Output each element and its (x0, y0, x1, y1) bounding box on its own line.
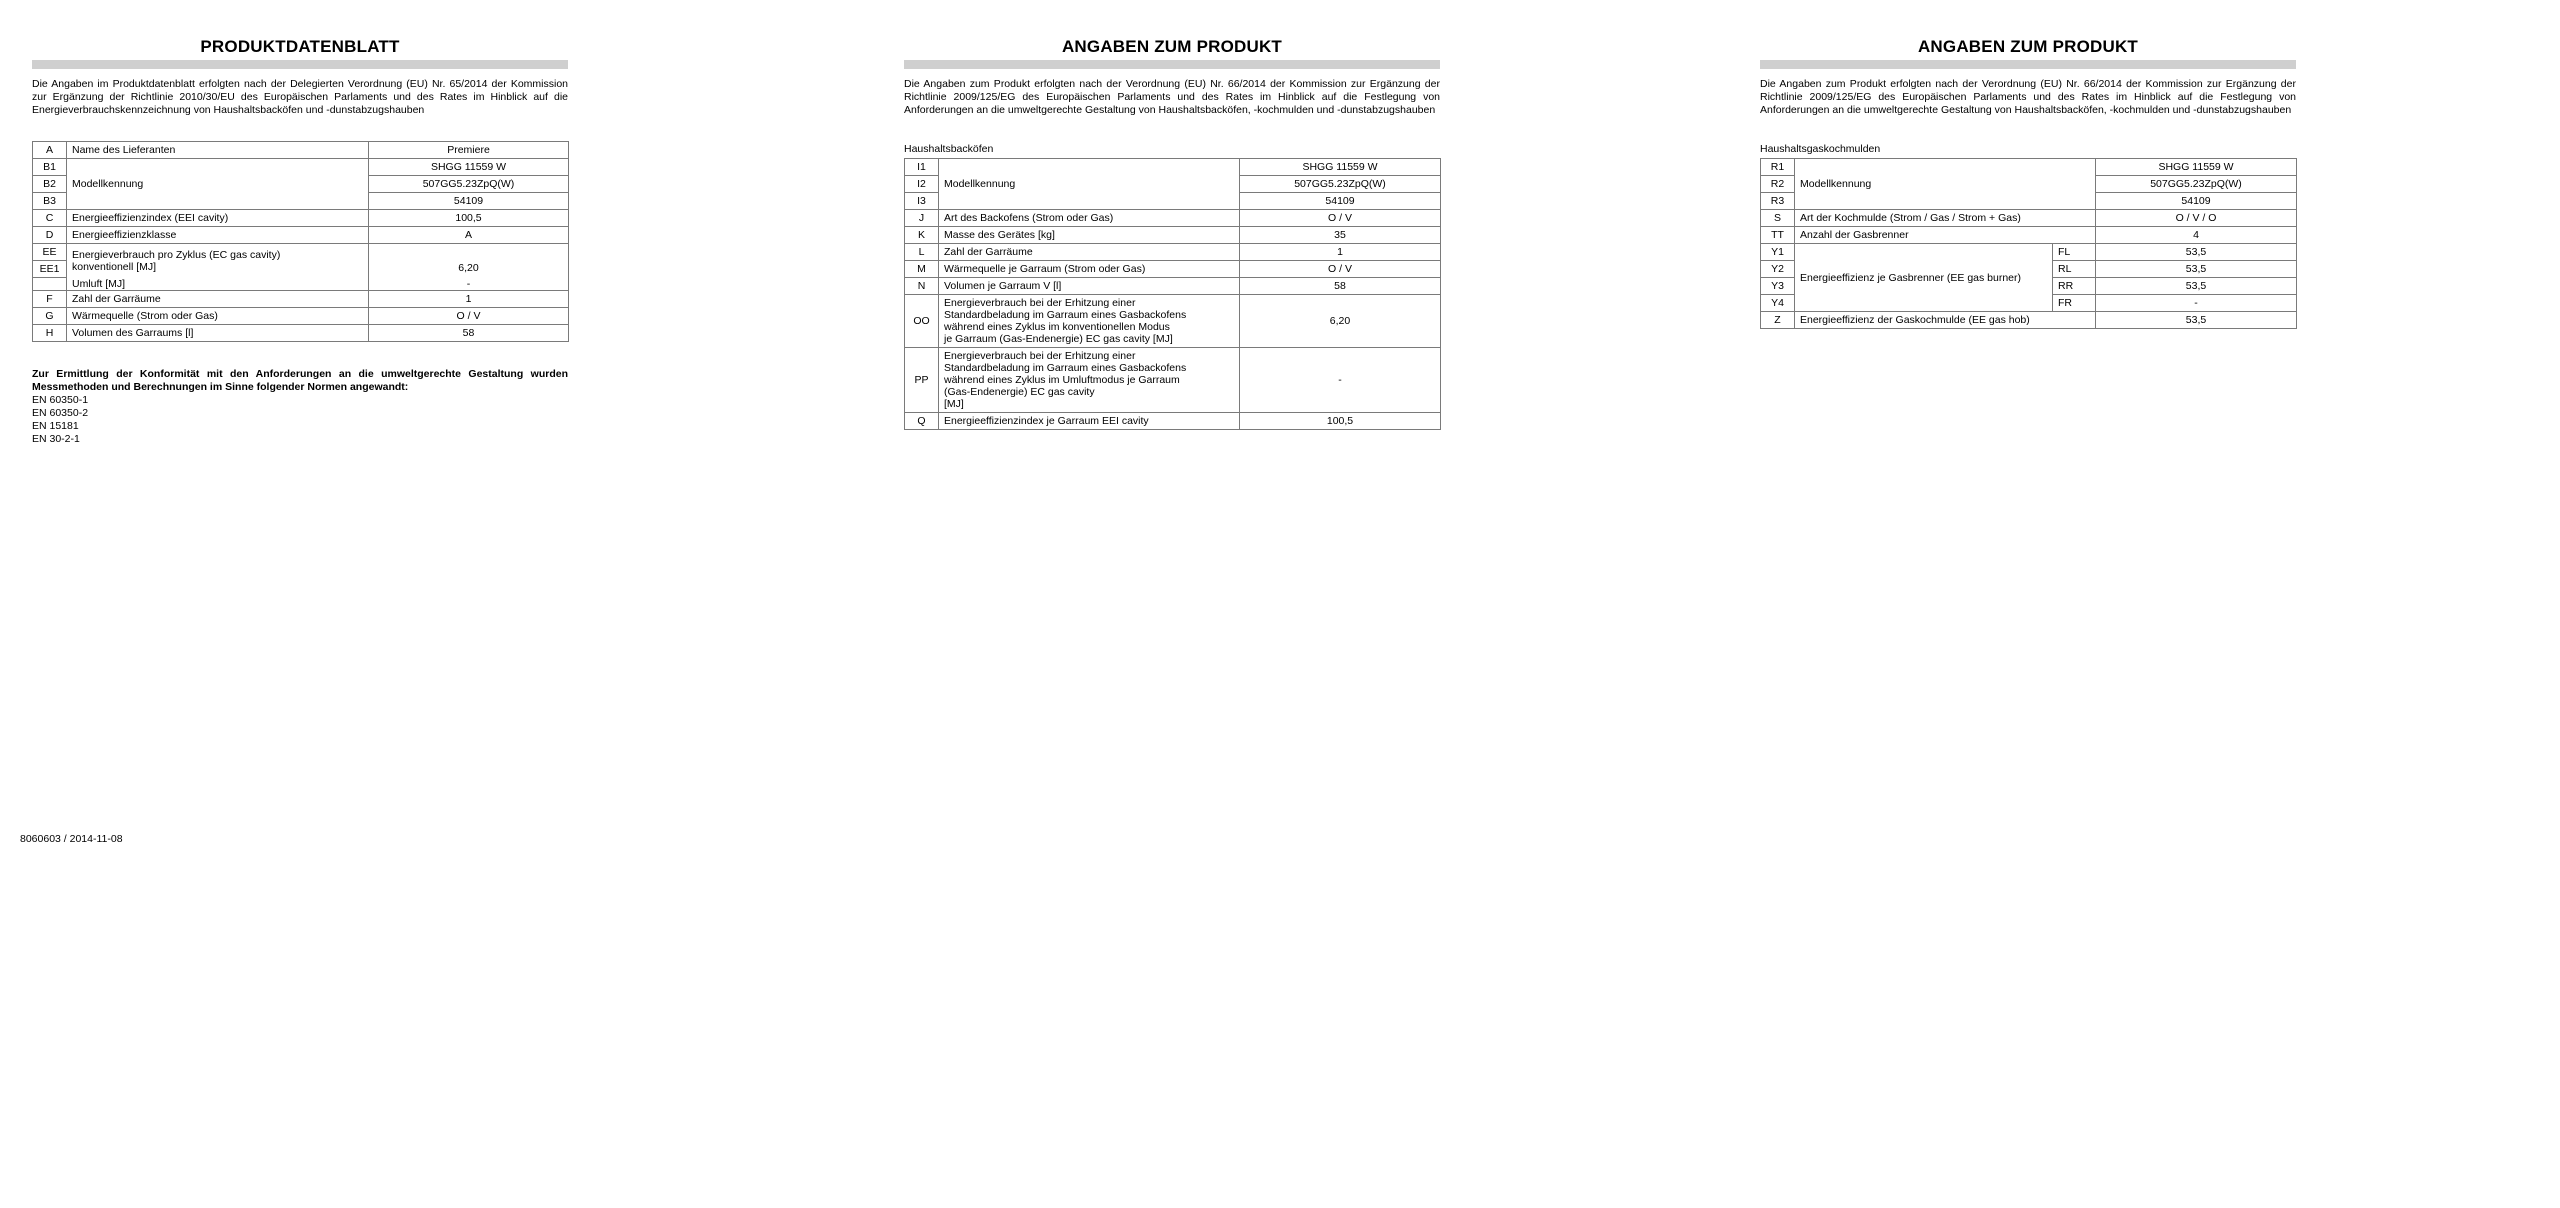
burner-position: RL (2053, 261, 2096, 278)
sheet-intro: Die Angaben zum Produkt erfolgten nach der Verordnung (EU) Nr. 66/2014 der Kommission zur Ergänzung der Richtlinie 2009/125/EG des Europäischen Parlaments und des Rates im Hinblick auf die Festlegung von Anforderungen an die umweltgerechte Gestaltung von Haushaltsbacköfen, -kochmulden und -dunstabzugshauben (1760, 78, 2296, 116)
table-row (1761, 312, 2297, 329)
burner-position: FR (2053, 295, 2096, 312)
row-value: O / V (1240, 210, 1441, 227)
row-code: S (1761, 210, 1795, 227)
row-label: Art des Backofens (Strom oder Gas) (939, 210, 1240, 227)
row-value: 100,5 (1240, 413, 1441, 430)
row-code: N (905, 278, 939, 295)
row-value: SHGG 11559 W (369, 159, 569, 176)
row-label-line: während eines Zyklus im konventionellen Modus (944, 321, 1170, 333)
row-label: Anzahl der Gasbrenner (1795, 227, 2096, 244)
row-label-line: je Garraum (Gas-Endenergie) EC gas cavity [MJ] (944, 333, 1173, 345)
row-label-line: konventionell [MJ] (72, 260, 157, 273)
table-row (1761, 227, 2297, 244)
conformity-statement: Zur Ermittlung der Konformität mit den Anforderungen an die umweltgerechte Gestaltung wurden Messmethoden und Berechnungen im Sinne folgender Normen angewandt: (32, 367, 568, 393)
table-row (1761, 210, 2297, 227)
row-value: 507GG5.23ZpQ(W) (1240, 176, 1441, 193)
row-code: B1 (33, 159, 67, 176)
row-label: Name des Lieferanten (67, 142, 369, 159)
row-label-line: Standardbeladung im Garraum eines Gasbackofens (944, 362, 1187, 374)
row-label: Zahl der Garräume (67, 290, 369, 307)
table-row (33, 159, 569, 176)
row-value: A (369, 227, 569, 244)
row-label-line: Energieverbrauch bei der Erhitzung einer (944, 350, 1136, 362)
row-label-line: (Gas-Endenergie) EC gas cavity (944, 386, 1095, 398)
row-value: 6,20 (369, 244, 569, 278)
row-value: Premiere (369, 142, 569, 159)
row-label: Zahl der Garräume (939, 244, 1240, 261)
row-value: 53,5 (2096, 312, 2297, 329)
row-value: - (2096, 295, 2297, 312)
row-label: Energieeffizienz der Gaskochmulde (EE gas hob) (1795, 312, 2096, 329)
row-code: B2 (33, 176, 67, 193)
row-label: Energieeffizienz je Gasbrenner (EE gas burner) (1795, 244, 2053, 312)
conformity-section (32, 368, 568, 446)
title-divider (904, 60, 1440, 69)
row-value: 100,5 (369, 210, 569, 227)
table-row (905, 295, 1441, 348)
row-code: M (905, 261, 939, 278)
row-label: Art der Kochmulde (Strom / Gas / Strom + Gas) (1795, 210, 2096, 227)
row-label-line: während eines Zyklus im Umluftmodus je Garraum (944, 374, 1180, 386)
row-value: 58 (1240, 278, 1441, 295)
row-label (939, 295, 1240, 348)
row-code: A (33, 142, 67, 159)
table-row (905, 261, 1441, 278)
row-label: Wärmequelle (Strom oder Gas) (67, 307, 369, 324)
row-value: 54109 (1240, 193, 1441, 210)
standard-item: EN 30-2-1 (32, 432, 80, 445)
row-code: G (33, 307, 67, 324)
oven-product-info (904, 36, 1440, 430)
row-value: 54109 (369, 193, 569, 210)
sheet-title: ANGABEN ZUM PRODUKT (1917, 37, 2139, 56)
standard-item: EN 60350-2 (32, 406, 89, 419)
row-code: J (905, 210, 939, 227)
section-label: Haushaltsgaskochmulden (1760, 143, 1881, 155)
row-code: Y3 (1761, 278, 1795, 295)
row-code: R1 (1761, 159, 1795, 176)
row-value: 58 (369, 324, 569, 341)
row-value: 507GG5.23ZpQ(W) (369, 176, 569, 193)
row-value: 35 (1240, 227, 1441, 244)
row-code: EE (33, 244, 67, 261)
row-label: Modellkennung (1795, 159, 2096, 210)
table-row (33, 142, 569, 159)
row-value: 53,5 (2096, 261, 2297, 278)
sheet-title: ANGABEN ZUM PRODUKT (1061, 37, 1283, 56)
row-value: 6,20 (1240, 295, 1441, 348)
table-row (905, 210, 1441, 227)
row-value: 507GG5.23ZpQ(W) (2096, 176, 2297, 193)
document-footer: 8060603 / 2014-11-08 (20, 833, 123, 845)
table-row (1761, 244, 2297, 261)
row-label-line: [MJ] (944, 398, 964, 410)
row-value: O / V (1240, 261, 1441, 278)
row-code: R3 (1761, 193, 1795, 210)
row-label-line: Standardbeladung im Garraum eines Gasbackofens (944, 309, 1187, 321)
table-row (33, 244, 569, 261)
row-value: SHGG 11559 W (1240, 159, 1441, 176)
row-value: 1 (1240, 244, 1441, 261)
burner-position: FL (2053, 244, 2096, 261)
row-label: Volumen des Garraums [l] (67, 324, 369, 341)
table-row (33, 210, 569, 227)
table-row (33, 227, 569, 244)
row-value: SHGG 11559 W (2096, 159, 2297, 176)
burner-position: RR (2053, 278, 2096, 295)
row-label: Wärmequelle je Garraum (Strom oder Gas) (939, 261, 1240, 278)
row-code: B3 (33, 193, 67, 210)
table-row (905, 159, 1441, 176)
row-code: C (33, 210, 67, 227)
row-label: Modellkennung (67, 159, 369, 210)
row-code: PP (905, 348, 939, 413)
row-value: 53,5 (2096, 278, 2297, 295)
row-code: D (33, 227, 67, 244)
standard-item: EN 60350-1 (32, 393, 89, 406)
row-label: Umluft [MJ] (67, 278, 369, 291)
table-row (33, 324, 569, 341)
row-code: Y1 (1761, 244, 1795, 261)
table-row (905, 227, 1441, 244)
row-code: Y2 (1761, 261, 1795, 278)
product-data-sheet (32, 36, 568, 446)
row-value: - (369, 278, 569, 291)
row-value: 53,5 (2096, 244, 2297, 261)
row-value: O / V / O (2096, 210, 2297, 227)
row-code: OO (905, 295, 939, 348)
row-code: I3 (905, 193, 939, 210)
row-label: Energieeffizienzklasse (67, 227, 369, 244)
table-row (905, 413, 1441, 430)
row-value: 54109 (2096, 193, 2297, 210)
table-row (33, 290, 569, 307)
row-code: L (905, 244, 939, 261)
oven-data-table (904, 158, 1441, 430)
hob-product-info (1760, 36, 2296, 329)
row-code: F (33, 290, 67, 307)
title-divider (32, 60, 568, 69)
row-code: EE1 (33, 261, 67, 278)
sheet-intro: Die Angaben im Produktdatenblatt erfolgten nach der Delegierten Verordnung (EU) Nr. 65/2014 der Kommission zur Ergänzung der Richtlinie 2010/30/EU des Europäischen Parlaments und des Rates im Hinblick auf die Energieverbrauchskennzeichnung von Haushaltsbacköfen und -dunstabzugshauben (32, 78, 568, 116)
sheet-title: PRODUKTDATENBLATT (200, 37, 400, 56)
row-code: H (33, 324, 67, 341)
row-code: Z (1761, 312, 1795, 329)
row-label-line: Energieverbrauch pro Zyklus (EC gas cavity) (72, 248, 281, 261)
row-code: Q (905, 413, 939, 430)
row-value: - (1240, 348, 1441, 413)
title-divider (1760, 60, 2296, 69)
row-label: Masse des Gerätes [kg] (939, 227, 1240, 244)
hob-data-table (1760, 158, 2297, 329)
section-label: Haushaltsbacköfen (904, 143, 994, 155)
product-data-table (32, 141, 569, 342)
row-code: I2 (905, 176, 939, 193)
row-code: I1 (905, 159, 939, 176)
row-label: Energieeffizienzindex (EEI cavity) (67, 210, 369, 227)
row-label (67, 244, 369, 278)
row-label-line: Energieverbrauch bei der Erhitzung einer (944, 297, 1136, 309)
row-value: 4 (2096, 227, 2297, 244)
table-row (33, 307, 569, 324)
row-code: R2 (1761, 176, 1795, 193)
standard-item: EN 15181 (32, 419, 79, 432)
row-label (939, 348, 1240, 413)
row-label: Modellkennung (939, 159, 1240, 210)
row-value: O / V (369, 307, 569, 324)
row-label: Volumen je Garraum V [l] (939, 278, 1240, 295)
row-code: K (905, 227, 939, 244)
table-row (905, 278, 1441, 295)
row-label: Energieeffizienzindex je Garraum EEI cavity (939, 413, 1240, 430)
table-row (905, 244, 1441, 261)
table-row (1761, 159, 2297, 176)
table-row (905, 348, 1441, 413)
row-value: 1 (369, 290, 569, 307)
sheet-intro: Die Angaben zum Produkt erfolgten nach der Verordnung (EU) Nr. 66/2014 der Kommission zur Ergänzung der Richtlinie 2009/125/EG des Europäischen Parlaments und des Rates im Hinblick auf die Festlegung von Anforderungen an die umweltgerechte Gestaltung von Haushaltsbacköfen, -kochmulden und -dunstabzugshauben (904, 78, 1440, 116)
table-row (33, 278, 569, 291)
row-code: TT (1761, 227, 1795, 244)
row-code: Y4 (1761, 295, 1795, 312)
